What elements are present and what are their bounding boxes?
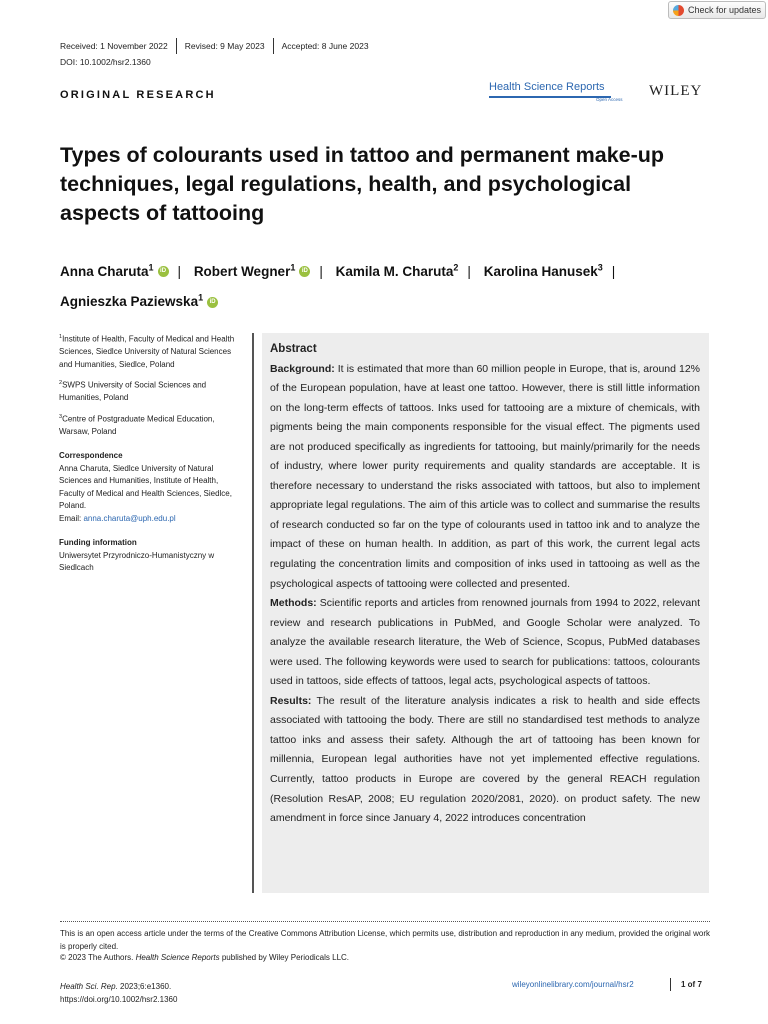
- affiliations-column: [59, 331, 244, 581]
- publisher-logo: WILEY: [649, 83, 703, 99]
- divider: [176, 38, 177, 54]
- copyright: © 2023 The Authors. Health Science Reports published by Wiley Periodicals LLC.: [60, 953, 350, 962]
- journal-name: Health Science Reports: [489, 81, 605, 93]
- doi-link[interactable]: https://doi.org/10.1002/hsr2.1360: [60, 995, 178, 1004]
- affiliation: $^3$Centre of Postgraduate Medical Education, Warsaw, Poland: [59, 413, 215, 436]
- revised-date: Revised: 9 May 2023: [184, 41, 265, 51]
- author[interactable]: Karolina Hanusek$^3$: [483, 262, 603, 279]
- abstract-results-paragraph: Results: The result of the literature analysis indicates a risk to health and side effects associated with tattooing the body. There are still no standardised test methods to analyze tattoo inks and assess their safety. Although the art of tattooing has been known for millennia, European legal authorities have not yet implemented effective regulations. Currently, tattoo products in Europe are covered by the general REACH regulation (Resolution ResAP, 2008; EU regulation 2020/2081, 2020). on product safety. The new amendment in force since January 4, 2022 introduces concentration: [270, 694, 700, 825]
- received-date: Received: 1 November 2022: [60, 41, 168, 51]
- affiliation: $^1$Institute of Health, Faculty of Medical and Health Sciences, Siedlce University of Natural Sciences and Humanities, Siedlce, Poland: [59, 334, 235, 369]
- check-for-updates-button[interactable]: [668, 1, 766, 19]
- divider: [670, 978, 671, 991]
- author[interactable]: Kamila M. Charuta$^2$: [335, 262, 459, 279]
- abstract-heading: Abstract: [270, 343, 317, 355]
- correspondence-text: Anna Charuta, Siedlce University of Natural Sciences and Humanities, Institute of Health, Faculty of Medical and Health Sciences, Siedlce, Poland. Email: anna.charuta@uph.edu.pl: [59, 463, 232, 523]
- license-text: This is an open access article under the terms of the Creative Commons Attribution License, which permits use, distribution and reproduction in any medium, provided the original work is properly cited.: [60, 929, 710, 951]
- article-title: Types of colourants used in tattoo and permanent make-up techniques, legal regulations, health, and psychological aspects of tattooing: [60, 143, 665, 225]
- page-number: 1 of 7: [681, 980, 702, 989]
- author[interactable]: Robert Wegner$^1$ iD: [194, 264, 311, 279]
- author[interactable]: Anna Charuta$^1$ iD: [60, 264, 169, 279]
- crossmark-icon: [673, 5, 684, 16]
- funding-text: Uniwersytet Przyrodniczo-Humanistyczny w Siedlcach: [59, 550, 215, 573]
- journal-url-link[interactable]: wileyonlinelibrary.com/journal/hsr2: [512, 980, 634, 989]
- orcid-icon[interactable]: iD: [299, 266, 310, 277]
- author[interactable]: Agnieszka Paziewska$^1$ iD: [60, 294, 218, 309]
- email-link[interactable]: anna.charuta@uph.edu.pl: [83, 513, 176, 523]
- orcid-icon[interactable]: iD: [207, 297, 218, 308]
- open-access-label: Open Access: [596, 97, 623, 102]
- author-list: Anna Charuta$^1$ iD | Robert Wegner$^1$ iD | Kamila M. Charuta$^2$ | Karolina Hanusek$^3$ | Agnieszka Paziewska$^1$ iD: [60, 262, 616, 309]
- orcid-icon[interactable]: iD: [158, 266, 169, 277]
- check-for-updates-label: Check for updates: [688, 5, 762, 15]
- doi: DOI: 10.1002/hsr2.1360: [60, 57, 151, 67]
- correspondence-heading: Correspondence: [59, 451, 123, 461]
- abstract-background-paragraph: Background: It is estimated that more than 60 million people in Europe, that is, around 12% of the European population, have at least one tattoo. However, there is still little information on the long-term effects of tattoos. Inks used for tattooing are a mixture of chemicals, with pigments being the main components responsible for the visual effect. The pigments used are not produced specifically as ingredients for tattooing, but mainly/primarily for the needs of industry, where lower purity requirements and quality standards are acceptable. It is therefore necessary to understand the risks associated with tattoos, but also to implement appropriate legal regulations. The aim of this article was to collect and summarise the results of research conducted so far on the type of colourants used in tattoo ink and to analyze the impact of these on human health. In addition, as part of this work, the current legal acts regulating the concentration limits and composition of inks used in tattooing as well as the psychological aspects of tattooing were collected and presented.: [270, 362, 700, 590]
- abstract-divider: [252, 333, 254, 893]
- journal-underline: [489, 96, 611, 98]
- divider: [273, 38, 274, 54]
- affiliation: $^2$SWPS University of Social Sciences and Humanities, Poland: [59, 380, 207, 403]
- funding-heading: Funding information: [59, 538, 137, 548]
- abstract: [270, 340, 700, 829]
- article-dates: [60, 38, 369, 54]
- accepted-date: Accepted: 8 June 2023: [281, 41, 369, 51]
- section-label: ORIGINAL RESEARCH: [60, 89, 216, 101]
- footer-divider: [60, 921, 710, 922]
- abstract-methods-paragraph: Methods: Scientific reports and articles from renowned journals from 1994 to 2022, relevant review and research publications in PubMed, and Google Scholar were analyzed. To analyze the available research literature, the Web of Science, Scopus, PubMed databases were used. The following keywords were used to search for publications: tattoos, colourants used in tattoos, side effects of tattoos, legal acts, psychological aspects of tattoos.: [270, 597, 700, 688]
- citation: Health Sci. Rep. 2023;6:e1360. https://doi.org/10.1002/hsr2.1360: [60, 982, 178, 1004]
